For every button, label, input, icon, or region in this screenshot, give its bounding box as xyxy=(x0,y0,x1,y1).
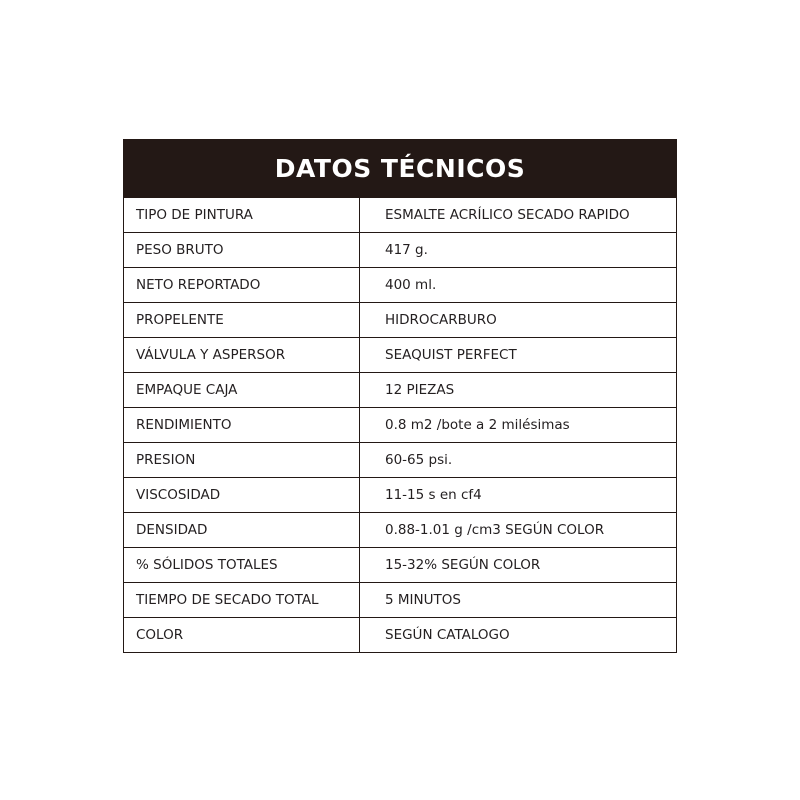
row-value: 400 ml. xyxy=(360,268,677,303)
row-label: VÁLVULA Y ASPERSOR xyxy=(124,338,360,373)
row-label: DENSIDAD xyxy=(124,513,360,548)
row-value: ESMALTE ACRÍLICO SECADO RAPIDO xyxy=(360,198,677,233)
row-value: 11-15 s en cf4 xyxy=(360,478,677,513)
row-label: COLOR xyxy=(124,618,360,653)
row-label: PROPELENTE xyxy=(124,303,360,338)
row-label: VISCOSIDAD xyxy=(124,478,360,513)
table-row xyxy=(124,583,677,618)
table-row xyxy=(124,198,677,233)
row-value: SEGÚN CATALOGO xyxy=(360,618,677,653)
table-title: DATOS TÉCNICOS xyxy=(274,153,526,183)
table-row xyxy=(124,338,677,373)
row-value: HIDROCARBURO xyxy=(360,303,677,338)
row-label: TIEMPO DE SECADO TOTAL xyxy=(124,583,360,618)
table-row xyxy=(124,548,677,583)
row-value: 417 g. xyxy=(360,233,677,268)
table-row xyxy=(124,373,677,408)
row-value: 5 MINUTOS xyxy=(360,583,677,618)
table-row xyxy=(124,408,677,443)
row-value: 0.8 m2 /bote a 2 milésimas xyxy=(360,408,677,443)
table-row xyxy=(124,618,677,653)
row-value: 0.88-1.01 g /cm3 SEGÚN COLOR xyxy=(360,513,677,548)
row-label: PESO BRUTO xyxy=(124,233,360,268)
table-row xyxy=(124,478,677,513)
row-label: NETO REPORTADO xyxy=(124,268,360,303)
row-label: EMPAQUE CAJA xyxy=(124,373,360,408)
table-row xyxy=(124,268,677,303)
row-value: 12 PIEZAS xyxy=(360,373,677,408)
row-value: 60-65 psi. xyxy=(360,443,677,478)
table-row xyxy=(124,303,677,338)
table-header xyxy=(123,139,677,197)
table-row xyxy=(124,233,677,268)
technical-data-table xyxy=(123,197,677,653)
row-value: 15-32% SEGÚN COLOR xyxy=(360,548,677,583)
row-label: TIPO DE PINTURA xyxy=(124,198,360,233)
row-label: % SÓLIDOS TOTALES xyxy=(124,548,360,583)
row-label: RENDIMIENTO xyxy=(124,408,360,443)
row-label: PRESION xyxy=(124,443,360,478)
table-row xyxy=(124,513,677,548)
technical-data-sheet xyxy=(123,139,677,653)
table-row xyxy=(124,443,677,478)
row-value: SEAQUIST PERFECT xyxy=(360,338,677,373)
